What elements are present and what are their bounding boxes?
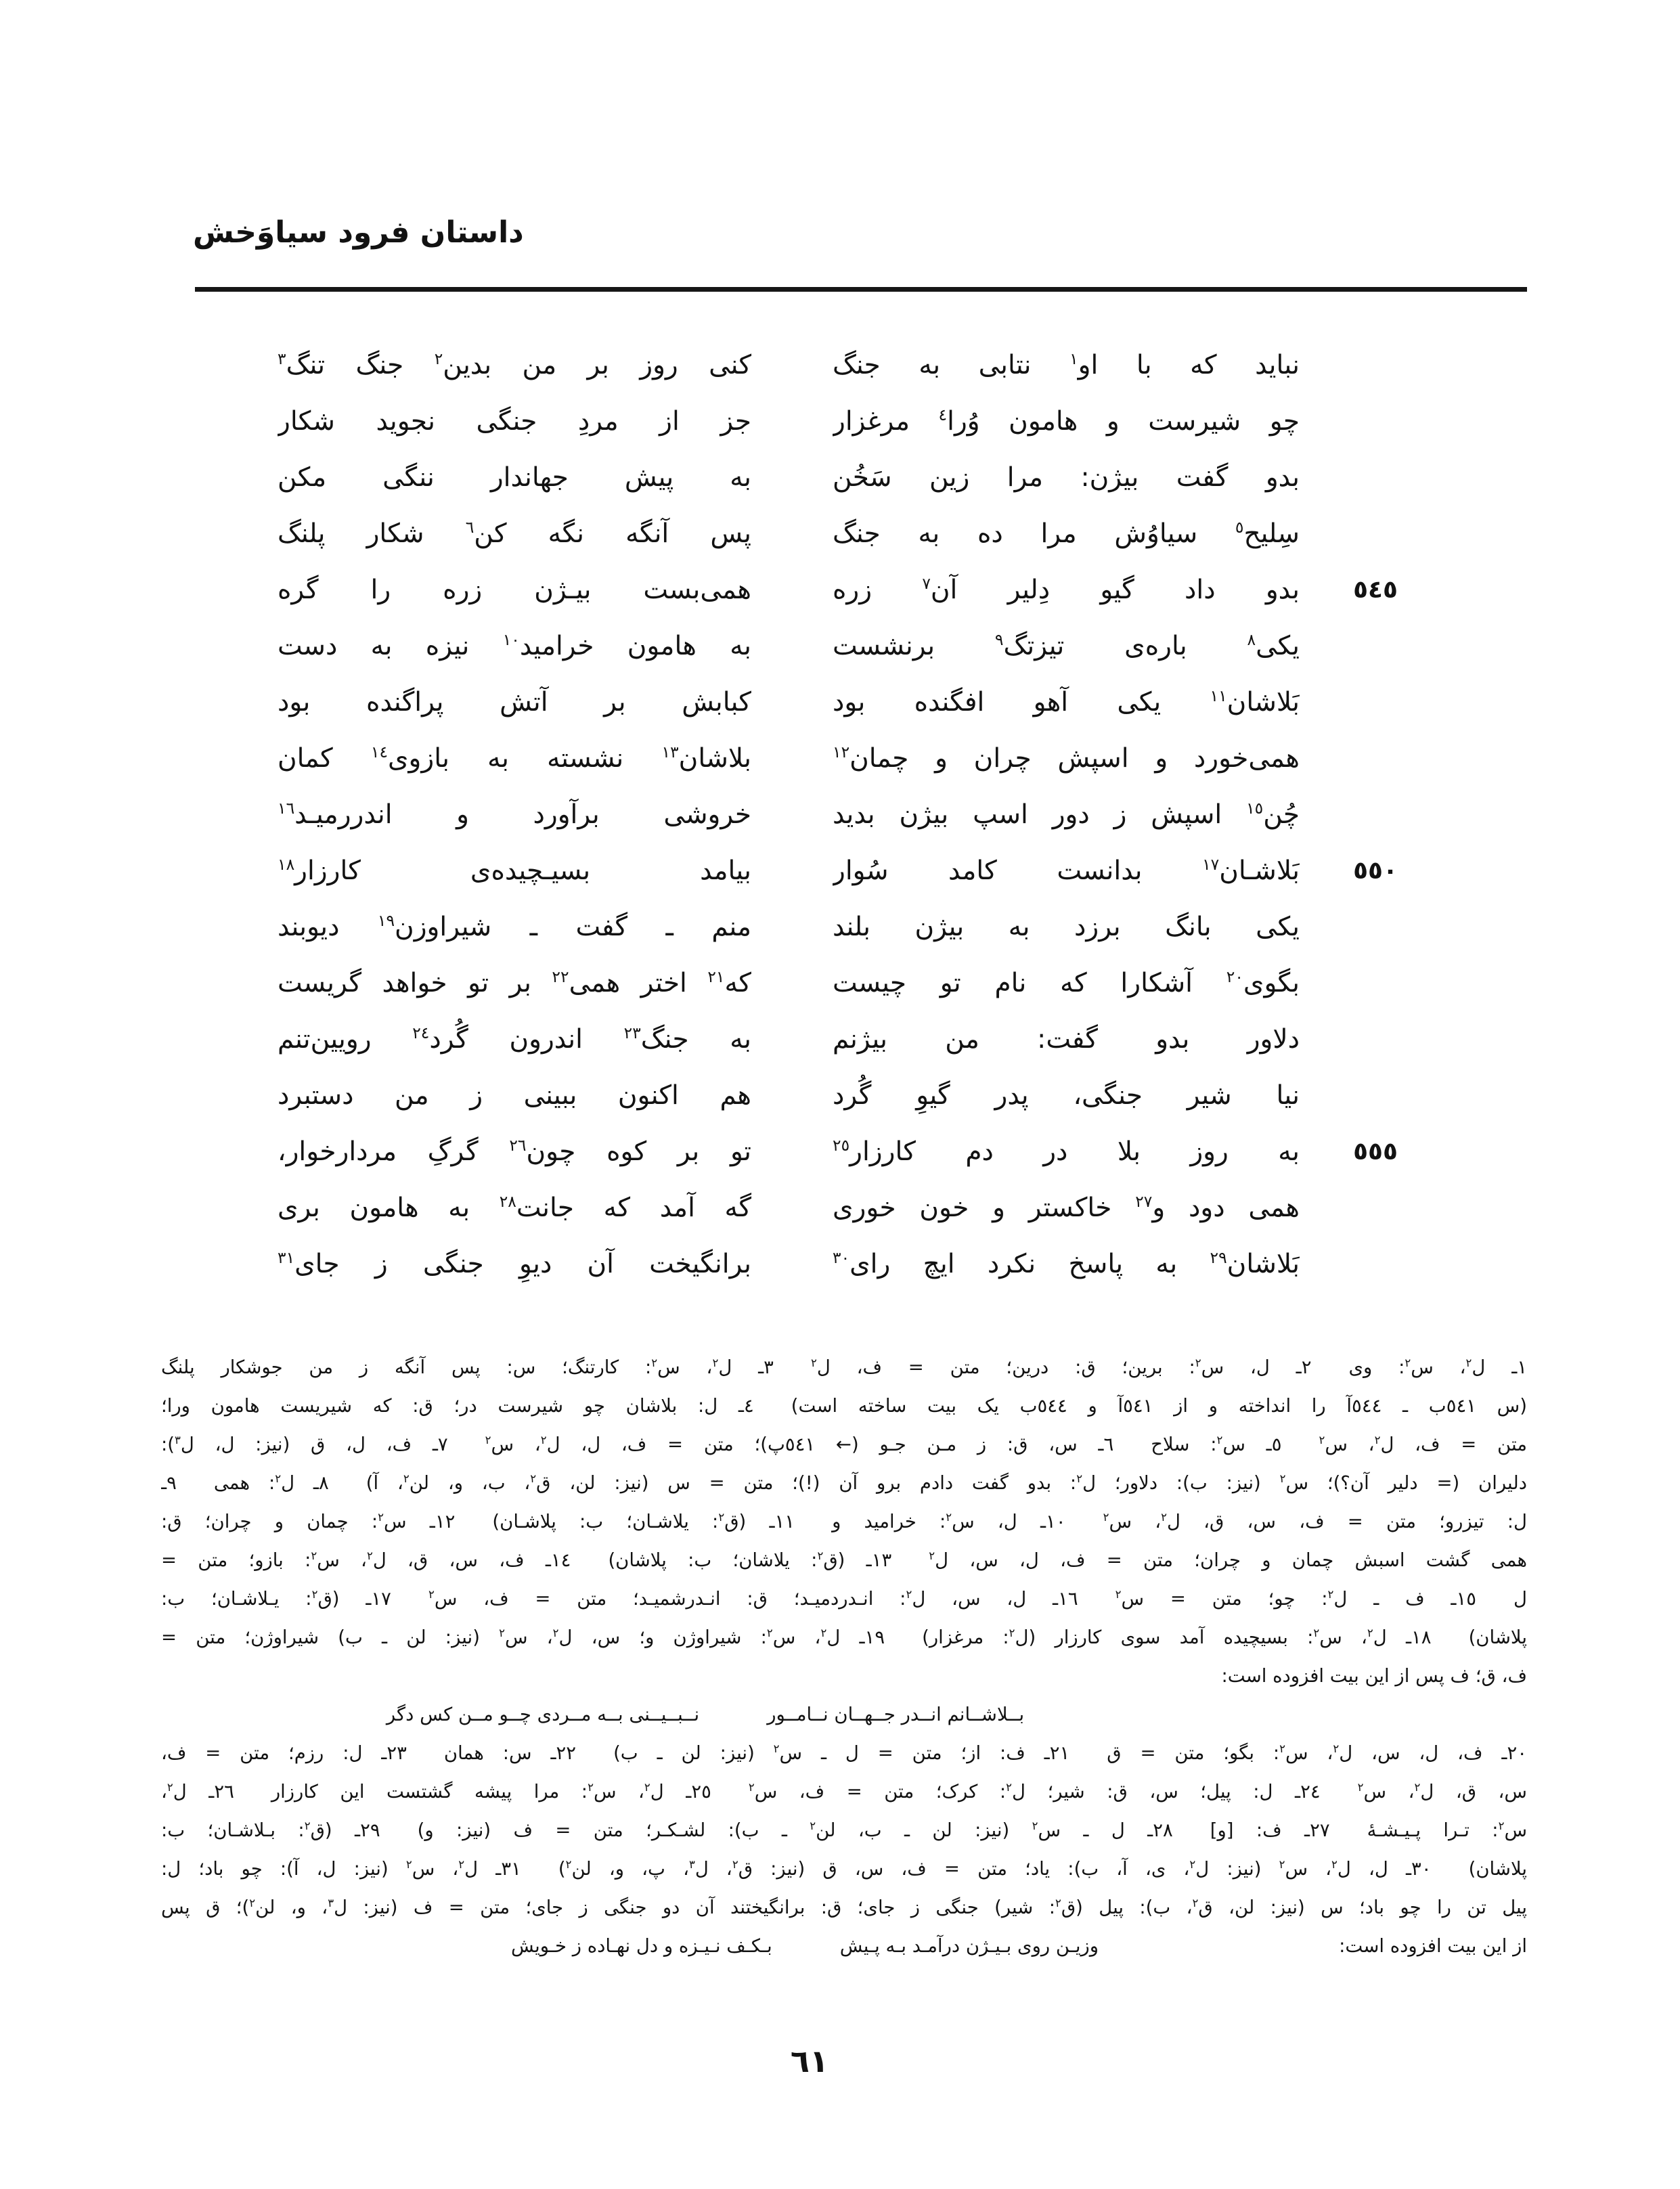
hemistich-left: برانگیخت آن دیوِ جنگی ز جای$^{٣١}$ <box>278 1248 751 1279</box>
hemistich-right: همی‌خورد و اسپش چران و چمان$^{١٢}$ <box>833 743 1300 774</box>
poem-row <box>278 1011 1398 1067</box>
hemistich-left: گه آمد که جانت$^{٢٨}$ به هامون بری <box>278 1192 752 1223</box>
hemistich-left: به هامون خرامید$^{١٠}$ نیزه به دست <box>278 630 752 661</box>
hemistich-right: بگوی$^{٢٠}$ آشکارا که نام تو چیست <box>833 967 1300 998</box>
hemistich-left: به پیش جهاندار ننگی مکن <box>278 462 751 493</box>
poem-row <box>278 955 1398 1011</box>
hemistich-left: کنی روز بر من بدین$^٢$ جنگ تنگ$^٣$ <box>278 349 752 380</box>
poem-columns <box>278 337 1398 1292</box>
footnote-line: ل ١٥ـ ف ـ ل$^٢$: چو؛ متن = س$^٢$ ١٦ـ ل، س، ل$^٢$: انـدردمیـد؛ ق: انـدرشمیـد؛ متن = ف، س$^٢$ ١٧ـ (ق$^٢$: یـلاشـان؛ ب: <box>161 1587 1527 1610</box>
poem-row <box>278 618 1398 674</box>
hemistich-left: جز از مردِ جنگی نجوید شکار <box>278 406 751 437</box>
hemistich-left: تو بر کوه چون$^{٢٦}$ گرگِ مردارخوار، <box>278 1136 751 1167</box>
hemistich-right: سِلیح$^٥$ سیاوُش مرا ده به جنگ <box>833 518 1300 549</box>
footnote-verse-line <box>161 1927 1527 1966</box>
footnote-line: پیل تن را چو باد؛ س (نیز: لن، ق$^٢$، ب): پیل (ق$^٢$: شیر) جنگی ز جای؛ ق: برانگیختند آن دو جنگی ز جای؛ متن = ف (نیز: ل$^٣$، و، لن$^٢$)؛ ق پس <box>161 1896 1527 1918</box>
poem-row <box>278 730 1398 787</box>
hemistich-left: به جنگ$^{٢٣}$ اندرون گُرد$^{٢٤}$ رویین‌تنم <box>278 1023 751 1055</box>
footnote-line: ل: تیزرو؛ متن = ف، س، ق، ل$^٢$، س$^٢$ ١٠ـ ل، س$^٢$: خرامید و ١١ـ (ق$^٢$: یلاشـان؛ ب: پلاشـان) ١٢ـ س$^٢$: چمان و چران؛ ق: <box>161 1510 1527 1532</box>
hemistich-right: بدو گفت بیژن: مرا زین سَخُن <box>833 462 1300 493</box>
poem-row <box>278 393 1398 449</box>
verse-number: ٥٥٠ <box>1353 857 1398 885</box>
hemistich-left: بیامد بسیـچیده‌ی کارزار$^{١٨}$ <box>278 855 751 886</box>
footnote-hemistich-right: بــلاشــانم انــدر جــهــان نــامــور <box>767 1704 1025 1725</box>
footnote-verse-lead: از این بیت افزوده است: <box>1339 1935 1527 1957</box>
poem-row <box>278 562 1398 618</box>
hemistich-left: بلاشان$^{١٣}$ نشسته به بازوی$^{١٤}$ کمان <box>278 743 751 774</box>
poem-row <box>278 506 1398 562</box>
hemistich-right: همی دود و$^{٢٧}$ خاکستر و خون خوری <box>833 1192 1300 1223</box>
hemistich-right: یکی بانگ برزد به بیژن بلند <box>833 912 1300 942</box>
verse-number: ٥٥٥ <box>1353 1138 1398 1166</box>
header-rule <box>195 287 1527 292</box>
footnote-line: (س ٥٤١ب ـ ٥٤٤آ را انداخته و از ٥٤١آ و ٥٤٤ب یک بیت ساخته است) ٤ـ ل: بلاشان چو شیرست در؛ ق: که شیریست هامون ورا؛ <box>161 1395 1527 1417</box>
critical-apparatus-footnotes <box>161 1348 1527 1966</box>
poem-row <box>278 787 1398 843</box>
running-head-title: داستان فرود سیاوَخش <box>193 215 524 250</box>
poem-row <box>278 899 1398 955</box>
hemistich-right: نباید که با او$^١$ نتابی به جنگ <box>833 349 1300 380</box>
footnote-hemistich-left: بـکـف نـیـزه و دل نهـاده ز خـویش <box>511 1935 772 1957</box>
footnote-line: ٢٠ـ ف، ل، س، ل$^٢$، س$^٢$: بگو؛ متن = ق ٢١ـ ف: از؛ متن = ل ـ س$^٢$ (نیز: لن ـ ب) ٢٢ـ س: همان ٢٣ـ ل: رزم؛ متن = ف، <box>161 1742 1527 1764</box>
hemistich-left: کبابش بر آتش پراگنده بود <box>278 687 751 717</box>
hemistich-left: همی‌بست بیـژن زره را گره <box>278 575 751 605</box>
hemistich-left: هم اکنون ببینی ز من دستبرد <box>278 1080 751 1111</box>
hemistich-right: بَلاشان$^{١١}$ یکی آهو افگنده بود <box>833 686 1300 717</box>
footnote-line: متن = ف، ل$^٢$، س$^٢$ ٥ـ س$^٢$: سلاح ٦ـ س، ق: ز مـن جـو (← ٥٤١پ)؛ متن = ف، ل، ل$^٢$، س$^٢$ ٧ـ ف، ل، ق (نیز: ل، ل$^٣$): <box>161 1433 1527 1455</box>
footnote-line: همی گشت اسبش چمان و چران؛ متن = ف، ل، س، ل$^٢$ ١٣ـ (ق$^٢$: یلاشان؛ ب: پلاشان) ١٤ـ ف، س، ق، ل$^٢$، س$^٢$: بازو؛ متن = <box>161 1549 1527 1571</box>
footnote-line: پلاشان) ١٨ـ ل$^٢$، س$^٢$: بسیچیده آمد سوی کارزار (ل$^٢$: مرغزار) ١٩ـ ل$^٢$، س$^٢$: شیراوژن و؛ س، ل$^٢$، س$^٢$ (نیز: لن ـ ب) شیراوژن؛ متن = <box>161 1626 1527 1648</box>
poem-row <box>278 843 1398 899</box>
poem-row <box>278 1124 1398 1180</box>
footnote-line: پلاشان) ٣٠ـ ل، ل$^٢$، س$^٢$ (نیز: ل$^٢$، ی، آ، ب): یاد؛ متن = ف، س، ق (نیز: ق$^٢$، ل$^٣$، پ، و، لن$^٢$) ٣١ـ ل$^٢$، س$^٢$ (نیز: ل، آ): چو باد؛ ل: <box>161 1857 1527 1880</box>
hemistich-left: پس آنگه نگه کن$^٦$ شکار پلنگ <box>278 518 751 549</box>
poem-row <box>278 674 1398 730</box>
hemistich-right: بدو داد گیو دِلیر آن$^٧$ زره <box>833 574 1300 605</box>
hemistich-right: به روز بلا در دم کارزار$^{٢٥}$ <box>833 1136 1300 1167</box>
verse-number: ٥٤٥ <box>1353 576 1398 604</box>
poem-row <box>278 1067 1398 1124</box>
poem-row <box>278 337 1398 393</box>
footnote-line: س$^٢$: تـرا پـیـشـۀ ٢٧ـ ف: [و] ٢٨ـ ل ـ س$^٢$ (نیز: لن ـ ب، لن$^٢$ ـ ب): لشـکـر؛ متن = ف (نیز: و) ٢٩ـ (ق$^٢$: بـلاشـان؛ ب: <box>161 1819 1527 1841</box>
footnote-verse-line <box>161 1696 1527 1734</box>
footnote-line: ف، ق؛ ف پس از این بیت افزوده است: <box>1221 1665 1527 1687</box>
footnote-line: س، ق، ل$^٢$، س$^٢$ ٢٤ـ ل: پیل؛ س، ق: شیر؛ ل$^٢$: کرک؛ متن = ف، س$^٢$ ٢٥ـ ل$^٢$، س$^٢$: مرا پیشه گشتست این کارزار ٢٦ـ ل$^٢$، <box>161 1780 1527 1803</box>
poem-row <box>278 449 1398 506</box>
footnote-hemistich-left: نــبــیــنی بــه مــردی چــو مــن کس دگر <box>386 1704 700 1725</box>
hemistich-right: نیا شیر جنگی، پدر گیوِ گُرد <box>833 1080 1300 1111</box>
hemistich-right: چُن$^{١٥}$ اسپش ز دور اسپ بیژن بدید <box>833 799 1300 830</box>
hemistich-right: بَلاشان$^{٢٩}$ به پاسخ نکرد ایچ رای$^{٣٠}$ <box>833 1248 1300 1279</box>
hemistich-right: یکی$^٨$ باره‌ی تیزتگ$^٩$ برنشست <box>833 630 1300 661</box>
poem-row <box>278 1236 1398 1292</box>
footnote-line: ١ـ ل$^٢$، س$^٢$: وی ٢ـ ل، س$^٢$: برین؛ ق: درین؛ متن = ف، ل$^٢$ ٣ـ ل$^٢$، س$^٢$: کارتنگ؛ س: پس آنگه ز من جوشکار پلنگ <box>161 1356 1527 1378</box>
hemistich-right: دلاور بدو گفت: من بیژنم <box>833 1024 1300 1055</box>
footnote-hemistich-right: وزیـن روی بـیـژن درآمـد بـه پـیش <box>839 1935 1099 1957</box>
footnote-line: دلیران (= دلیر آن؟)؛ س$^٢$ (نیز: ب): دلاور؛ ل$^٢$: بدو گفت دادم برو آن (!)؛ متن = س (نیز: لن، ق$^٢$، ب، و، لن$^٢$، آ) ٨ـ ل$^٢$: همی ٩ـ <box>161 1472 1527 1494</box>
hemistich-left: خروشی برآورد و اندررمیـد$^{١٦}$ <box>278 799 751 830</box>
page-number: ٦١ <box>790 2043 829 2079</box>
hemistich-right: چو شیرست و هامون وُرا$^٤$ مرغزار <box>833 405 1300 437</box>
poem-row <box>278 1180 1398 1236</box>
hemistich-right: بَلاشـان$^{١٧}$ بدانست کامد سُوار <box>833 855 1300 886</box>
hemistich-left: که$^{٢١}$ اختر همی$^{٢٢}$ بر تو خواهد گریست <box>278 967 751 998</box>
hemistich-left: منم ـ گفت ـ شیراوزن$^{١٩}$ دیوبند <box>278 911 751 942</box>
